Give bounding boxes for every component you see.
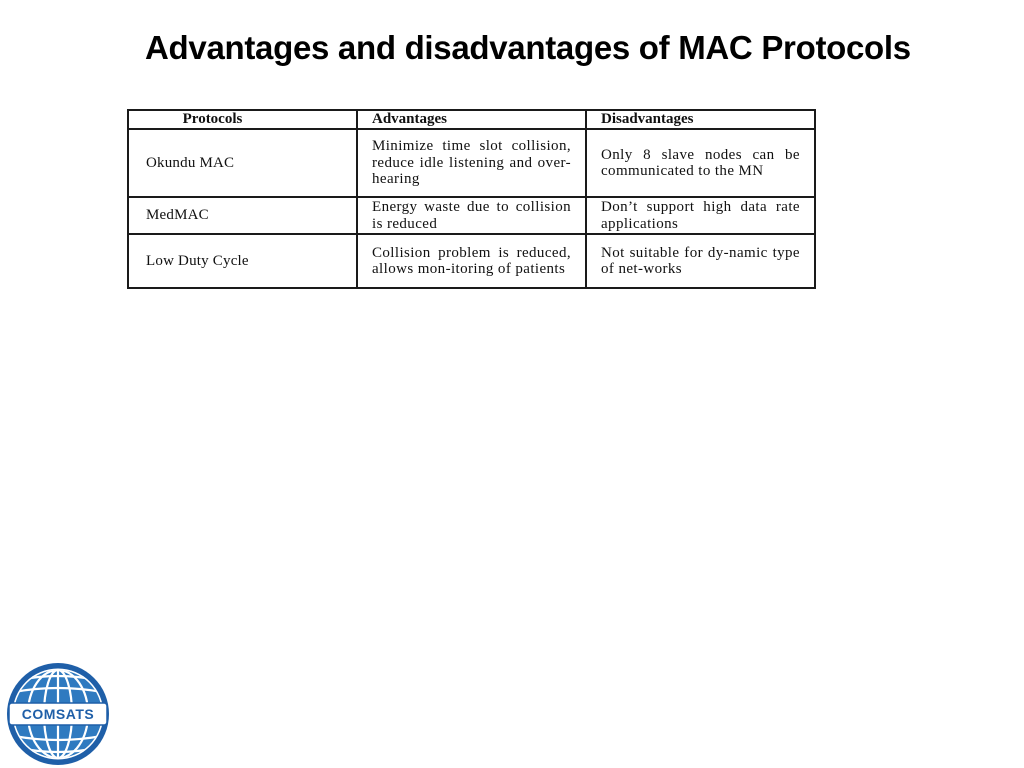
disadvantages-cell: Don’t support high data rate applications bbox=[586, 197, 815, 234]
mac-comparison-table bbox=[127, 109, 816, 289]
table-row bbox=[128, 197, 815, 234]
protocol-cell: Okundu MAC bbox=[128, 129, 357, 197]
table-row bbox=[128, 129, 815, 197]
header-disadvantages: Disadvantages bbox=[586, 110, 815, 129]
protocol-cell: MedMAC bbox=[128, 197, 357, 234]
logo-text: COMSATS bbox=[21, 706, 95, 722]
disadvantages-cell: Not suitable for dy-namic type of net-works bbox=[586, 234, 815, 288]
protocol-cell: Low Duty Cycle bbox=[128, 234, 357, 288]
header-protocols: Protocols bbox=[128, 110, 357, 129]
comsats-logo bbox=[5, 662, 111, 766]
advantages-cell: Minimize time slot collision, reduce idle listening and over-hearing bbox=[357, 129, 586, 197]
advantages-cell: Collision problem is reduced, allows mon-itoring of patients bbox=[357, 234, 586, 288]
table-row bbox=[128, 234, 815, 288]
advantages-cell: Energy waste due to collision is reduced bbox=[357, 197, 586, 234]
slide-title: Advantages and disadvantages of MAC Protocols bbox=[145, 29, 911, 66]
mac-comparison-table-wrapper bbox=[127, 109, 814, 289]
table-header-row bbox=[128, 110, 815, 129]
disadvantages-cell: Only 8 slave nodes can be communicated to the MN bbox=[586, 129, 815, 197]
header-advantages: Advantages bbox=[357, 110, 586, 129]
